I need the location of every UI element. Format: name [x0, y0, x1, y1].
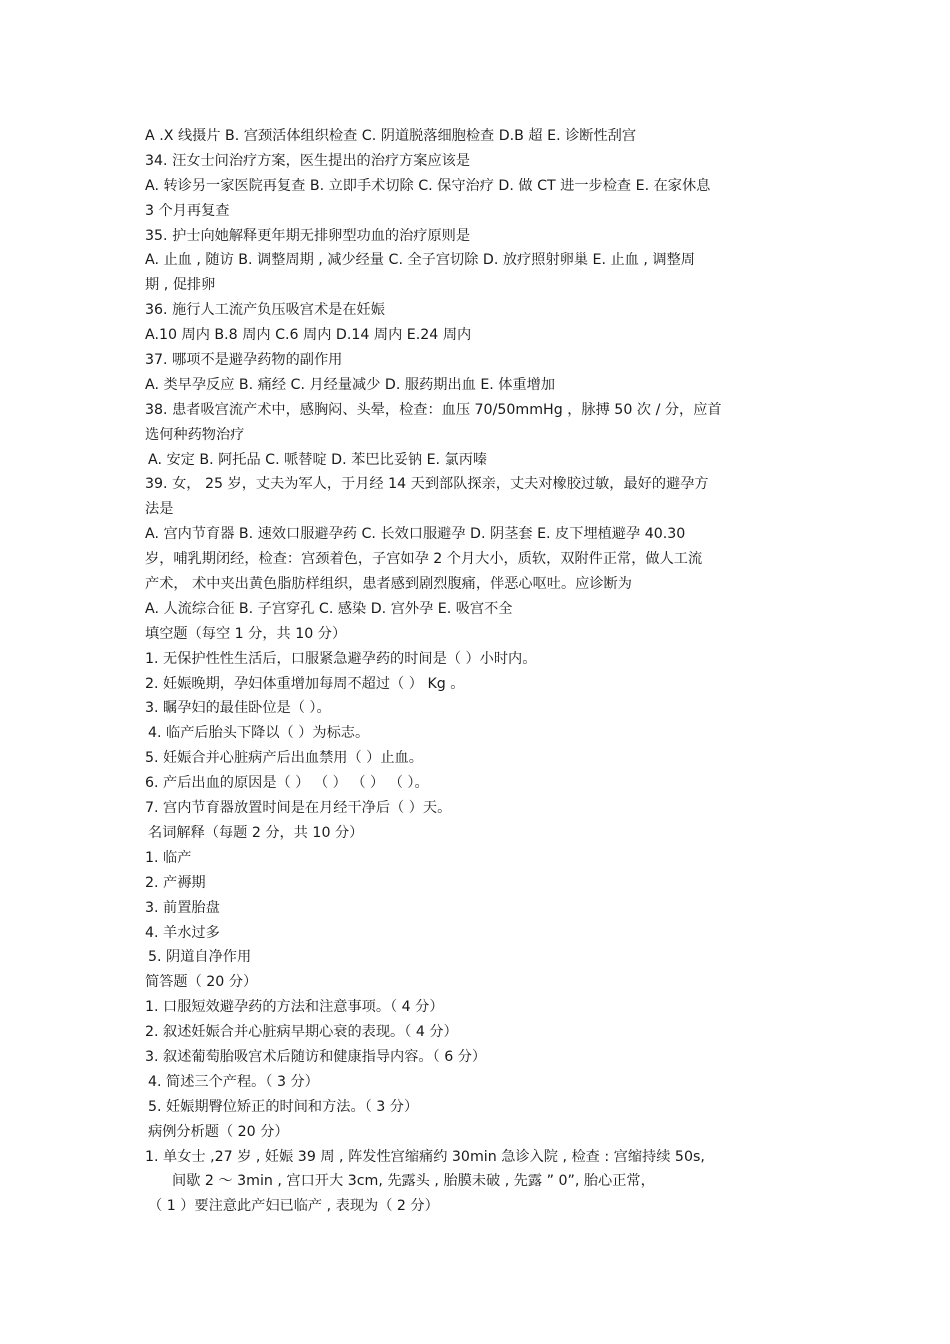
text-line: 39. 女， 25 岁，丈夫为军人，于月经 14 天到部队探亲，丈夫对橡胶过敏，最好的避孕方	[145, 476, 709, 493]
text-line: 产术， 术中夹出黄色脂肪样组织，患者感到剧烈腹痛，伴恶心呕吐。应诊断为	[145, 576, 632, 593]
text-line: 5. 阴道自净作用	[148, 949, 252, 966]
text-line: 4. 临产后胎头下降以（ ）为标志。	[148, 725, 370, 742]
text-line: 37. 哪项不是避孕药物的副作用	[145, 352, 343, 369]
text-line: 简答题（ 20 分）	[145, 974, 258, 991]
text-line: 2. 叙述妊娠合并心脏病早期心衰的表现。（ 4 分）	[145, 1024, 458, 1041]
text-line: A. 止血 , 随访 B. 调整周期 , 减少经量 C. 全子宫切除 D. 放疗照射卵巢 E. 止血 , 调整周	[145, 252, 695, 269]
document-body	[145, 124, 807, 1219]
text-line: 期 , 促排卵	[145, 277, 216, 294]
text-line: 3. 叙述葡萄胎吸宫术后随访和健康指导内容。（ 6 分）	[145, 1048, 487, 1065]
text-line: 1. 临产	[145, 849, 192, 866]
text-line: A. 人流综合征 B. 子宫穿孔 C. 感染 D. 宫外孕 E. 吸宫不全	[145, 600, 513, 617]
text-line: 35. 护士向她解释更年期无排卵型功血的治疗原则是	[145, 227, 471, 244]
text-line: 间歇 2 ～ 3min , 宫口开大 3cm, 先露头 , 胎膜未破 , 先露 ” 0”, 胎心正常，	[172, 1173, 655, 1190]
text-line: 5. 妊娠合并心脏病产后出血禁用（ ）止血。	[145, 750, 423, 767]
text-line: 选何种药物治疗	[145, 426, 245, 443]
text-line: 34. 汪女士问治疗方案，医生提出的治疗方案应该是	[145, 152, 471, 169]
text-line: 38. 患者吸宫流产术中，感胸闷、头晕，检查：血压 70/50mmHg ，脉搏 50 次 / 分，应首	[145, 401, 722, 418]
text-line: 法是	[145, 501, 174, 518]
text-line: 5. 妊娠期臀位矫正的时间和方法。（ 3 分）	[148, 1098, 419, 1115]
text-line: 2. 妊娠晚期，孕妇体重增加每周不超过（ ） Kg 。	[145, 675, 465, 692]
text-line: 3. 前置胎盘	[145, 899, 220, 916]
text-line: A. 类早孕反应 B. 痛经 C. 月经量减少 D. 服药期出血 E. 体重增加	[145, 376, 556, 393]
text-line: A. 宫内节育器 B. 速效口服避孕药 C. 长效口服避孕 D. 阴茎套 E. 皮下埋植避孕 40.30	[145, 526, 686, 543]
text-line: 36. 施行人工流产负压吸宫术是在妊娠	[145, 302, 385, 319]
text-line: 4. 简述三个产程。（ 3 分）	[148, 1073, 319, 1090]
text-line: 6. 产后出血的原因是（ ） （ ） （ ） （ ）。	[145, 775, 429, 792]
text-line: A. 安定 B. 阿托品 C. 哌替啶 D. 苯巴比妥钠 E. 氯丙嗪	[148, 451, 488, 468]
text-line: 2. 产褥期	[145, 874, 206, 891]
text-line: 填空题（每空 1 分，共 10 分）	[145, 625, 347, 642]
text-line: （ 1 ）要注意此产妇已临产 , 表现为（ 2 分）	[148, 1198, 439, 1215]
text-line: 岁，哺乳期闭经，检查：宫颈着色，子宫如孕 2 个月大小，质软，双附件正常，做人工流	[145, 551, 703, 568]
text-line: A.10 周内 B.8 周内 C.6 周内 D.14 周内 E.24 周内	[145, 327, 472, 344]
text-line: 病例分析题（ 20 分）	[148, 1123, 289, 1140]
text-line: 7. 宫内节育器放置时间是在月经干净后（ ）天。	[145, 800, 452, 817]
text-line: 1. 口服短效避孕药的方法和注意事项。（ 4 分）	[145, 999, 444, 1016]
text-line: 3. 瞩孕妇的最佳卧位是（ ）。	[145, 700, 331, 717]
text-line: 1. 单女士 ,27 岁 , 妊娠 39 周 , 阵发性宫缩痛约 30min 急诊入院 , 检查 : 宫缩持续 50s,	[145, 1148, 705, 1165]
text-line: 1. 无保护性性生活后，口服紧急避孕药的时间是（ ）小时内。	[145, 650, 537, 667]
text-line: A. 转诊另一家医院再复查 B. 立即手术切除 C. 保守治疗 D. 做 CT 进一步检查 E. 在家休息	[145, 177, 711, 194]
text-line: 名词解释（每题 2 分，共 10 分）	[148, 824, 364, 841]
text-line: 4. 羊水过多	[145, 924, 220, 941]
text-line: 3 个月再复查	[145, 202, 230, 219]
text-line: A .X 线摄片 B. 宫颈活体组织检查 C. 阴道脱落细胞检查 D.B 超 E. 诊断性刮宫	[145, 128, 637, 144]
